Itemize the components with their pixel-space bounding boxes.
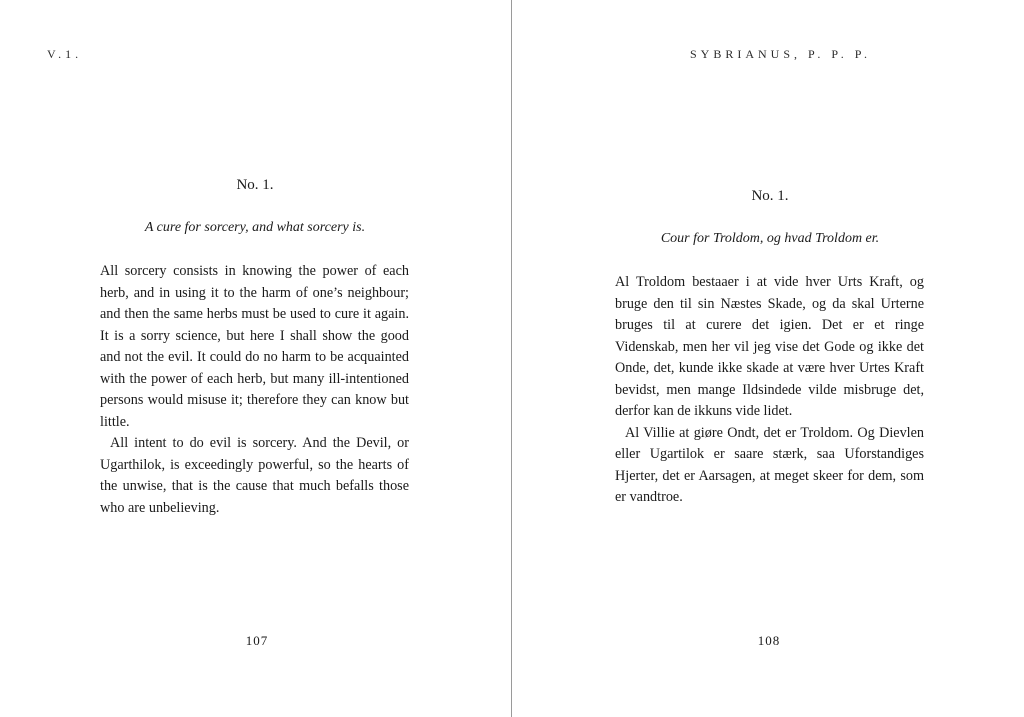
body-text: [100, 261, 409, 519]
entry-subtitle: A cure for sorcery, and what sorcery is.: [144, 220, 366, 235]
page-number: 107: [245, 633, 269, 648]
entry-title: No. 1.: [236, 177, 274, 193]
running-head: V.1.: [47, 47, 83, 61]
paragraph: All sorcery consists in knowing the power of each herb, and in using it to the harm of one’s neighbour; and then the same herbs must be used to cure it again. It is a sorry science, but here I shall show the good and not the evil. It could do no harm to be acquainted with the power of each herb, but many ill-intentioned persons would misuse it; therefore they can know but little.: [100, 263, 409, 430]
paragraph: Al Villie at giøre Ondt, det er Troldom. Og Dievlen eller Ugartilok er saare stærk, saa Uforstandiges Hjerter, det er Aarsagen, at meget skeer for dem, som er vandtroe.: [615, 424, 924, 505]
paragraph: Al Troldom bestaaer i at vide hver Urts Kraft, og bruge den til sin Næstes Skade, og da skal Urterne bruges til at curere det igien. Det er et ringe Videnskab, men her vil jeg vise det Gode og ikke det Onde, det, kunde ikke skade at være hver Urtes Kraft bevidst, men mange Ildsindede vilde misbruge det, derfor kan de ikkuns vide lidet.: [615, 274, 924, 419]
page-number: 108: [757, 633, 781, 648]
left-page: [0, 0, 511, 717]
right-page: [512, 0, 1024, 717]
paragraph: All intent to do evil is sorcery. And the Devil, or Ugarthilok, is exceedingly powerful, so the hearts of the unwise, that is the cause that much befalls those who are unbelieving.: [100, 435, 409, 516]
running-head: SYBRIANUS, P. P. P.: [690, 47, 872, 61]
body-text: [615, 272, 924, 509]
entry-subtitle: Cour for Troldom, og hvad Troldom er.: [660, 231, 880, 246]
entry-title: No. 1.: [751, 188, 789, 204]
